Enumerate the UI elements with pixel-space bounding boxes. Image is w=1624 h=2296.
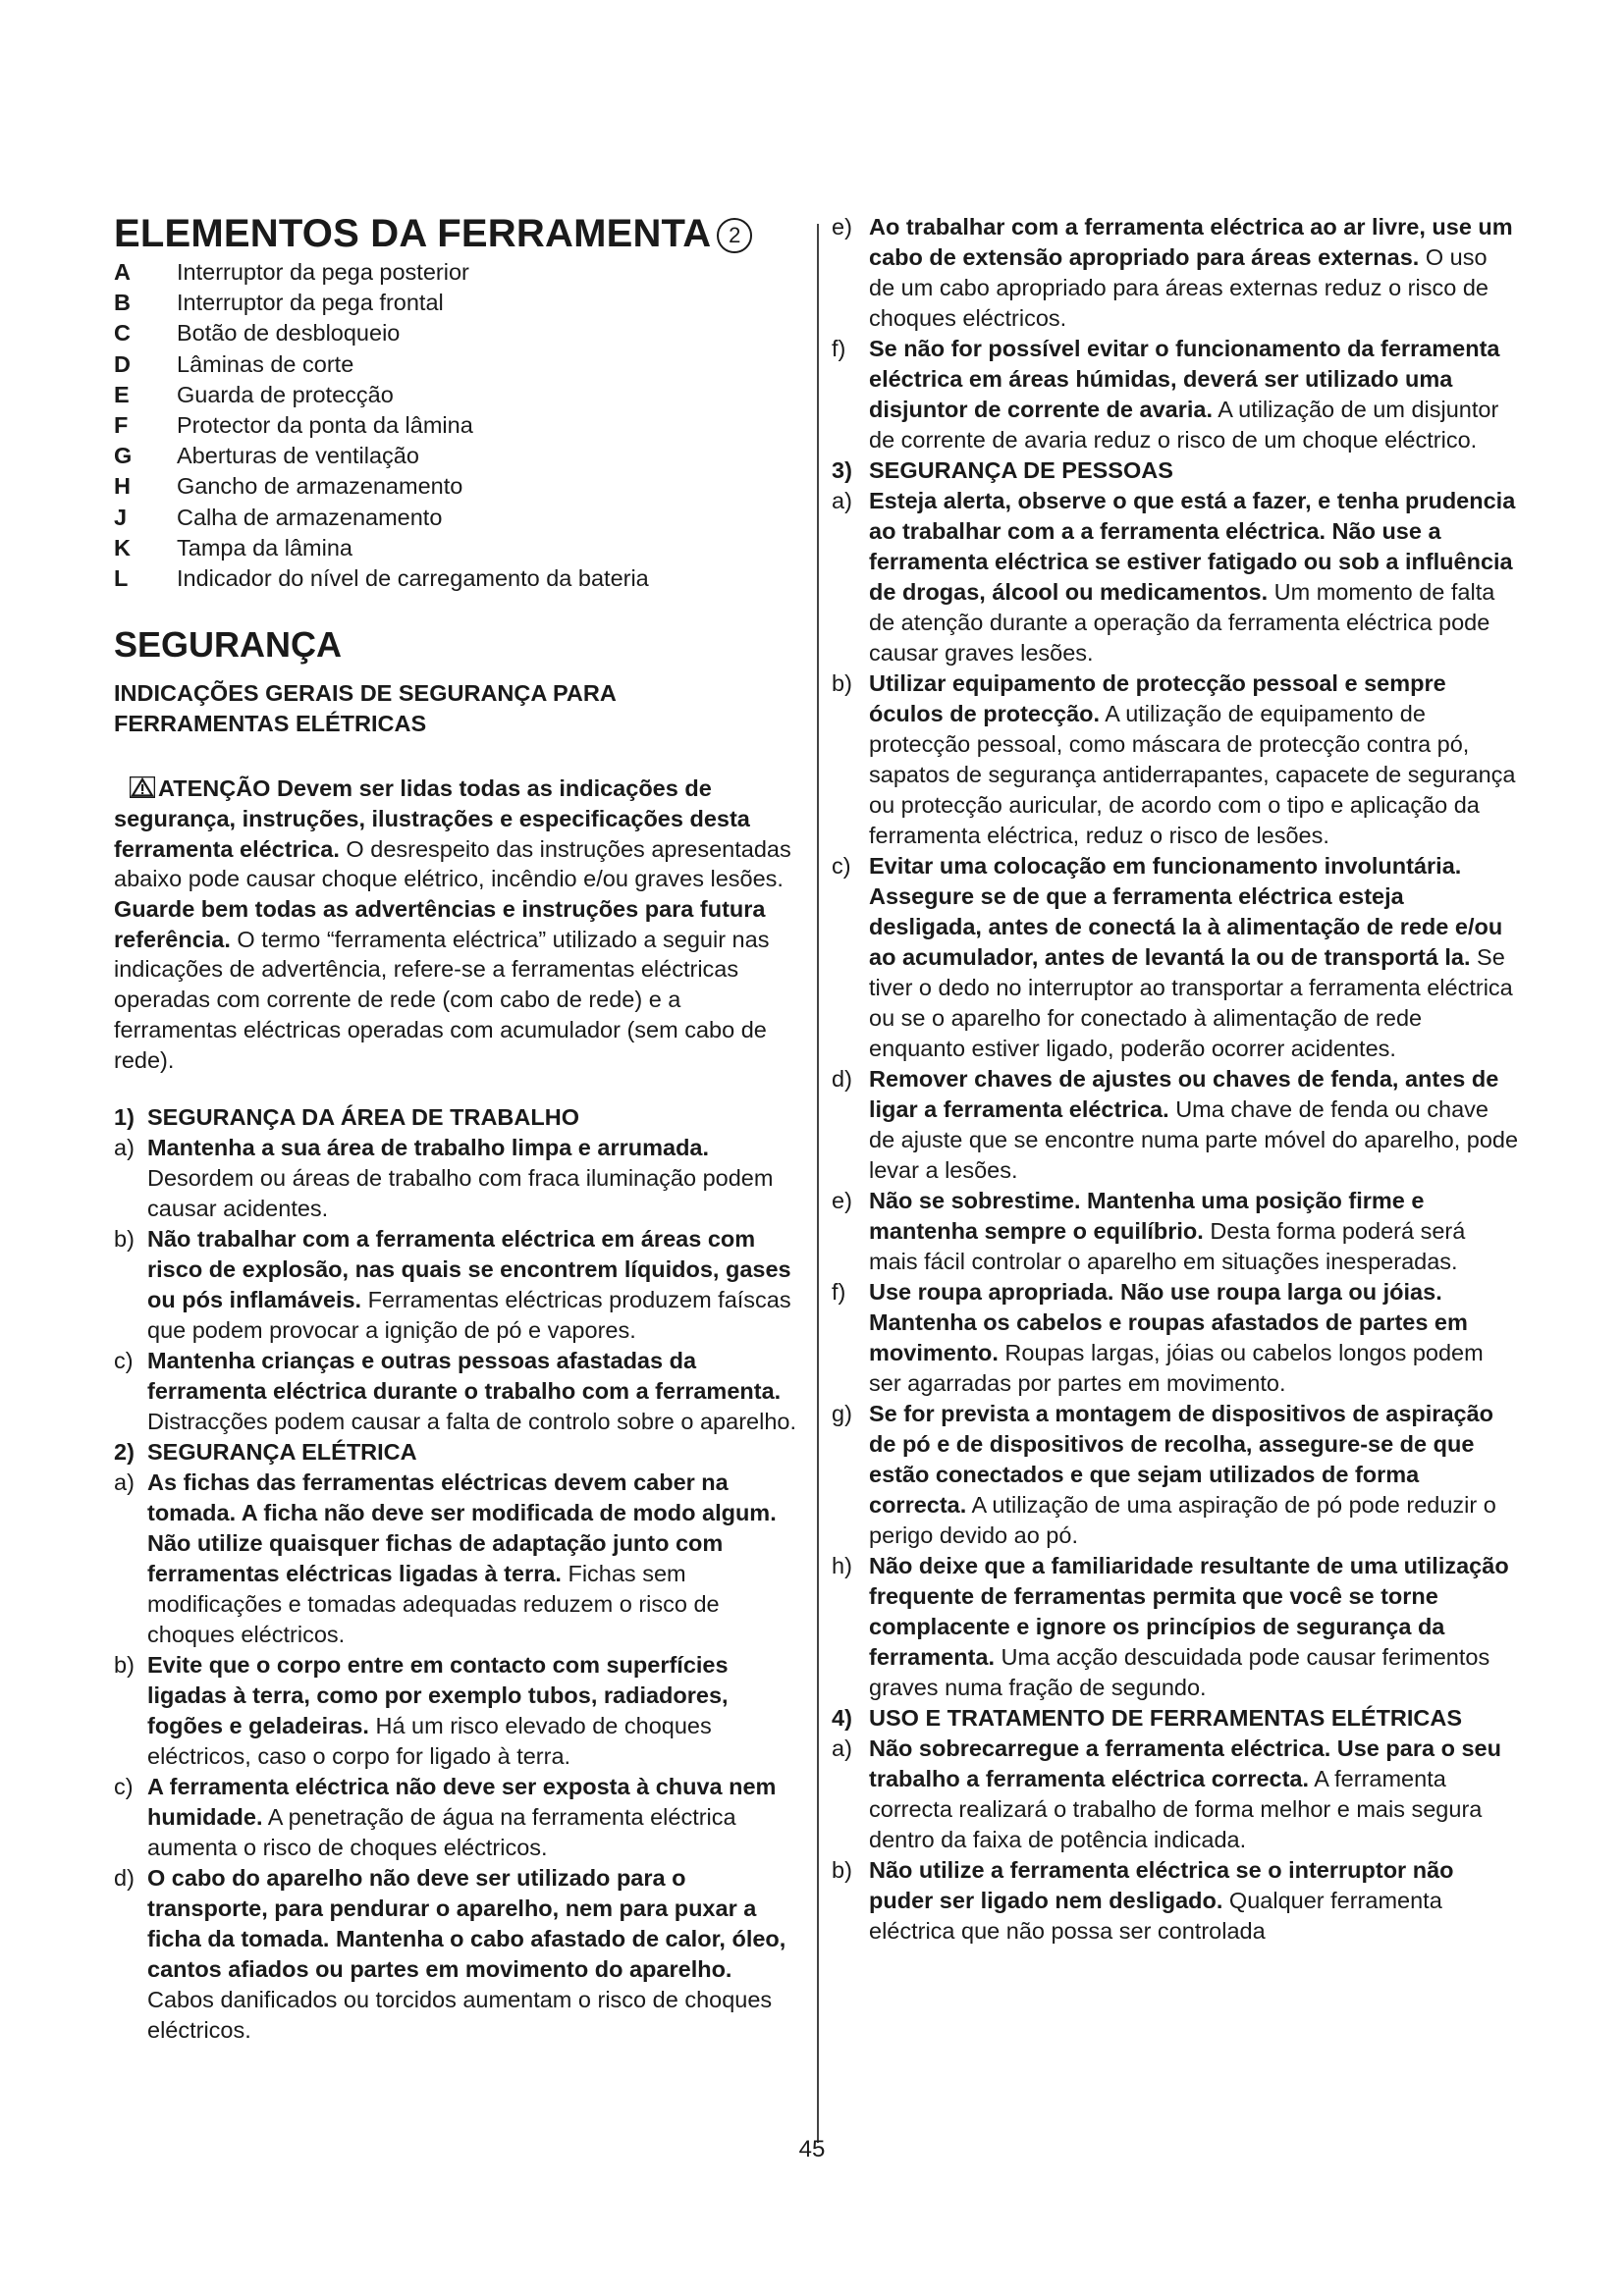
right-column [832,212,1519,1947]
list-item: b) Utilizar equipamento de protecção pessoal e sempre óculos de protecção. A utilização de equipamento de protecção pessoal, como máscara de protecção contra pó, sapatos de segurança antiderrapantes, capacete de segurança ou protecção auricular, de acordo com o tipo e aplicação da ferramenta eléctrica, reduz o risco de lesões. [832,670,1516,848]
list-item: A Interruptor da pega posterior [114,259,469,285]
list-item: a) Mantenha a sua área de trabalho limpa e arrumada. Desordem ou áreas de trabalho com fraca iluminação podem causar acidentes. [114,1135,774,1222]
page-number: 45 [798,2136,826,2163]
section-1-heading: 1) SEGURANÇA DA ÁREA DE TRABALHO [114,1104,579,1131]
list-item: h) Não deixe que a familiaridade resultante de uma utilização frequente de ferramentas permita que você se torne complacente e ignore os princípios de segurança da ferramenta. Uma acção descuidada pode causar ferimentos graves numa fração de segundo. [832,1553,1509,1700]
list-item: c) A ferramenta eléctrica não deve ser exposta à chuva nem humidade. A penetração de água na ferramenta eléctrica aumenta o risco de choques eléctricos. [114,1774,777,1861]
list-item: d) Remover chaves de ajustes ou chaves de fenda, antes de ligar a ferramenta eléctrica. Uma chave de fenda ou chave de ajuste que se encontre numa parte móvel do aparelho, pode levar a lesões. [832,1066,1519,1183]
list-item: B Interruptor da pega frontal [114,290,444,316]
column-divider [817,224,819,2143]
safety-heading: SEGURANÇA [114,624,343,666]
list-item: a) Não sobrecarregue a ferramenta eléctrica. Use para o seu trabalho a ferramenta eléctrica correcta. A ferramenta correcta realizará o trabalho de forma melhor e mais segura dentro da faixa de potência indicada. [832,1735,1501,1852]
list-item: g) Se for prevista a montagem de dispositivos de aspiração de pó e de dispositivos de recolha, assegure-se de que estão conectados e que sejam utilizados de forma correcta. A utilização de uma aspiração de pó pode reduzir o perigo devido ao pó. [832,1401,1496,1548]
list-item: d) O cabo do aparelho não deve ser utilizado para o transporte, para pendurar o aparelho, nem para puxar a ficha da tomada. Mantenha o cabo afastado de calor, óleo, cantos afiados ou partes em movimento do aparelho. Cabos danificados ou torcidos aumentam o risco de choques eléctricos. [114,1865,786,2044]
list-item: H Gancho de armazenamento [114,473,463,500]
warning-paragraph: ATENÇÃO Devem ser lidas todas as indicações de segurança, instruções, ilustrações e especificações desta ferramenta eléctrica. O desrespeito das instruções apresentadas abaixo pode causar choque elétrico, incêndio e/ou graves lesões. Guarde bem todas as advertências e instruções para futura referência. O termo “ferramenta eléctrica” utilizado a seguir nas indicações de advertência, refere-se a ferramentas eléctricas operadas com corrente de rede (com cabo de rede) e a ferramentas eléctricas operadas com acumulador (sem cabo de rede). [114,775,791,1073]
warning-triangle-icon [130,776,155,798]
list-item: L Indicador do nível de carregamento da bateria [114,565,649,592]
list-item: G Aberturas de ventilação [114,443,419,469]
left-column [114,212,801,2046]
section-2-heading: 2) SEGURANÇA ELÉTRICA [114,1439,417,1466]
list-item: b) Não utilize a ferramenta eléctrica se o interruptor não puder ser ligado nem desligado. Qualquer ferramenta eléctrica que não possa ser controlada [832,1857,1454,1944]
list-item: a) As fichas das ferramentas eléctricas devem caber na tomada. A ficha não deve ser modificada de modo algum. Não utilize quaisquer fichas de adaptação junto com ferramentas eléctricas ligadas à terra. Fichas sem modificações e tomadas adequadas reduzem o risco de choques eléctricos. [114,1469,777,1648]
section-3-heading: 3) SEGURANÇA DE PESSOAS [832,457,1173,483]
section-4-heading: 4) USO E TRATAMENTO DE FERRAMENTAS ELÉTRICAS [832,1705,1463,1731]
list-item: e) Ao trabalhar com a ferramenta eléctrica ao ar livre, use um cabo de extensão apropriado para áreas externas. O uso de um cabo apropriado para áreas externas reduz o risco de choques eléctricos. [832,214,1513,331]
list-item: D Lâminas de corte [114,350,354,377]
figure-ref-badge: 2 [717,218,752,253]
list-item: f) Se não for possível evitar o funcionamento da ferramenta eléctrica em áreas húmidas, deverá ser utilizado uma disjuntor de corrente de avaria. A utilização de um disjuntor de corrente de avaria reduz o risco de um choque eléctrico. [832,336,1500,453]
parts-list [114,257,801,594]
safety-subheading: INDICAÇÕES GERAIS DE SEGURANÇA PARA FERRAMENTAS ELÉTRICAS [114,680,617,736]
list-item: a) Esteja alerta, observe o que está a fazer, e tenha prudencia ao trabalhar com a a ferramenta eléctrica. Não use a ferramenta eléctrica se estiver fatigado ou sob a influência de drogas, álcool ou medicamentos. Um momento de falta de atenção durante a operação da ferramenta eléctrica pode causar graves lesões. [832,488,1516,666]
list-item: J Calha de armazenamento [114,504,443,530]
list-item: c) Evitar uma colocação em funcionamento involuntária. Assegure se de que a ferramenta eléctrica esteja desligada, antes de conectá la à alimentação de rede e/ou ao acumulador, antes de levantá la ou de transportá la. Se tiver o dedo no interruptor ao transportar a ferramenta eléctrica ou se o aparelho for conectado à alimentação de rede enquanto estiver ligado, poderão ocorrer acidentes. [832,853,1513,1061]
list-item: C Botão de desbloqueio [114,320,401,347]
list-item: b) Não trabalhar com a ferramenta eléctrica em áreas com risco de explosão, nas quais se encontrem líquidos, gases ou pós inflamáveis. Ferramentas eléctricas produzem faíscas que podem provocar a ignição de pó e vapores. [114,1226,791,1344]
list-item: K Tampa da lâmina [114,534,352,561]
tool-elements-heading: ELEMENTOS DA FERRAMENTA 2 [114,212,801,255]
list-item: e) Não se sobrestime. Mantenha uma posição firme e mantenha sempre o equilíbrio. Desta forma poderá será mais fácil controlar o aparelho em situações inesperadas. [832,1188,1466,1274]
list-item: F Protector da ponta da lâmina [114,412,473,439]
list-item: f) Use roupa apropriada. Não use roupa larga ou jóias. Mantenha os cabelos e roupas afastados de partes em movimento. Roupas largas, jóias ou cabelos longos podem ser agarradas por partes em movimento. [832,1279,1484,1396]
list-item: b) Evite que o corpo entre em contacto com superfícies ligadas à terra, como por exemplo tubos, radiadores, fogões e geladeiras. Há um risco elevado de choques eléctricos, caso o corpo for ligado à terra. [114,1652,729,1770]
list-item: E Guarda de protecção [114,381,394,407]
list-item: c) Mantenha crianças e outras pessoas afastadas da ferramenta eléctrica durante o trabalho com a ferramenta. Distracções podem causar a falta de controlo sobre o aparelho. [114,1348,796,1435]
